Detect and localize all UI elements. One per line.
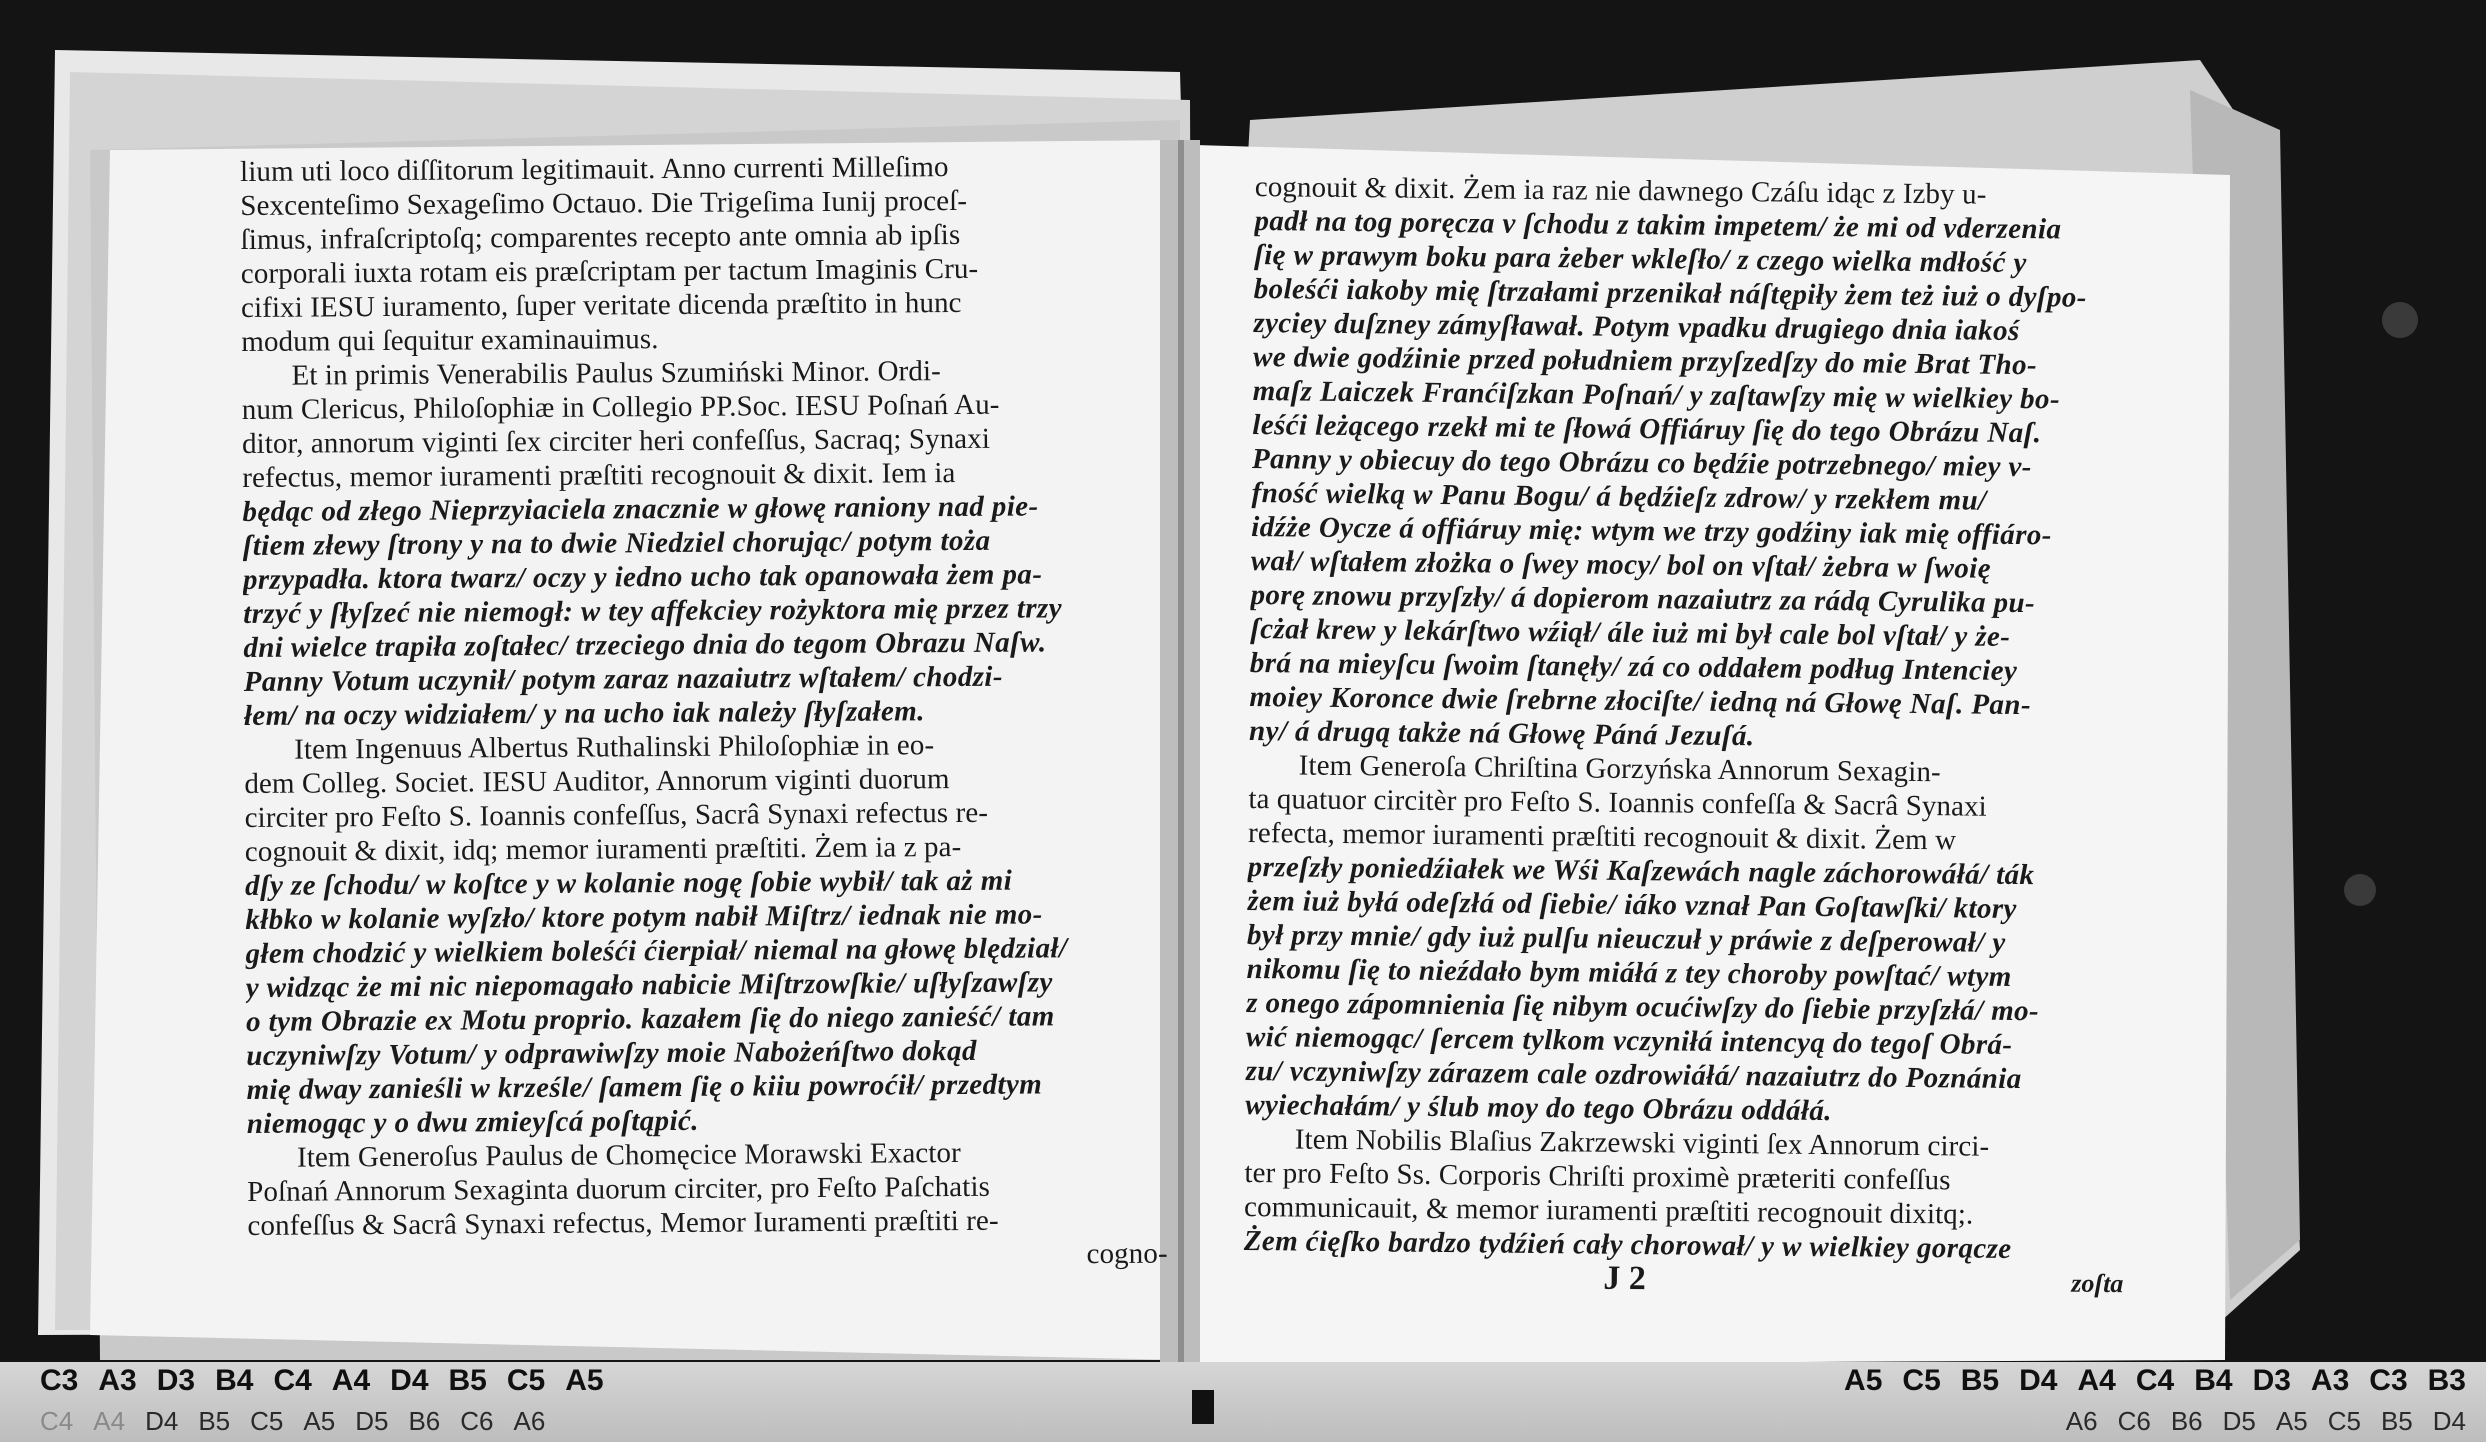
film-strip-code: A3 [98, 1364, 137, 1397]
film-strip-code: A5 [303, 1406, 336, 1436]
film-strip-code: C6 [460, 1406, 494, 1436]
text-line: dni wielce trapiła zoſtałec/ trzeciego dnia do tegom Obrazu Naſw. [243, 626, 1047, 664]
text-line: trzyć y ſłyſzeć nie niemogł: w tey affekciey rożyktora mię przez trzy [243, 592, 1063, 630]
text-line: leśći leżącego rzekł mi te ſłowá Offiáruy ſię do tego Obrázu Naſ. [1252, 408, 2042, 450]
text-line: Panny Votum uczynił/ potym zaraz nazaiutrz wſtałem/ chodzi- [243, 660, 1003, 698]
film-strip-code: D5 [2222, 1406, 2256, 1436]
film-strip-code: B5 [448, 1364, 487, 1397]
film-strip-code: C5 [506, 1364, 546, 1397]
text-line: padł na tog poręcza v ſchodu z takim impetem/ że mi od vderzenia [1254, 204, 2062, 246]
film-strip-code: C5 [1902, 1364, 1941, 1397]
text-line: ſtiem złewy ſtrony y na to dwie Niedziel chorując/ potym toża [242, 524, 991, 562]
film-strip-code: B3 [2427, 1364, 2466, 1397]
film-strip-code: C5 [250, 1406, 284, 1436]
text-line: mię dway zanieśli w krześle/ ſamem ſię o kiiu powroćił/ przedtym [246, 1068, 1043, 1106]
text-line: y widząc że mi nic niepomagało nabicie Miſtrzowſkie/ uſłyſzawſzy [245, 966, 1053, 1004]
film-strip-code: B4 [215, 1364, 254, 1397]
film-strip-code: C4 [40, 1406, 74, 1436]
text-line: cogno- [1086, 1237, 1168, 1271]
text-line: ter pro Feſto Ss. Corporis Chriſti proximè præteriti confeſſus [1244, 1156, 1951, 1197]
text-line: Sexcenteſimo Sexageſimo Octauo. Die Trigeſima Iunij proceſ- [240, 184, 968, 222]
film-strip-code: D4 [145, 1406, 179, 1436]
text-line: Item Nobilis Blaſius Zakrzewski viginti ſex Annorum circi- [1294, 1123, 1990, 1163]
text-line: uczyniwſzy Votum/ y odprawiwſzy moie Nabożeńſtwo dokąd [246, 1034, 977, 1072]
text-line: żem iuż byłá odeſzłá od ſiebie/ iáko vznał Pan Goſtawſki/ ktory [1247, 884, 2017, 926]
text-line: Item Generoſus Paulus de Chomęcice Morawski Exactor [296, 1136, 961, 1174]
text-line: fność wielką w Panu Bogu/ á będźieſz zdrow/ y rzekłem mu/ [1251, 476, 1987, 517]
film-strip-code: A5 [565, 1364, 604, 1397]
film-strip-code: C6 [2117, 1406, 2151, 1436]
text-line: niemogąc y o dwu zmieyſcá poſtąpić. [246, 1104, 700, 1140]
text-line: corporali iuxta rotam eis præſcriptam per tactum Imaginis Cru- [240, 252, 979, 290]
text-line: zu/ vczyniwſzy zárazem cale ozdrowiáłá/ nazaiutrz do Poznánia [1245, 1054, 2022, 1096]
film-strip-top-right [1844, 1364, 2486, 1398]
text-line: Panny y obiecuy do tego Obrázu co będźie potrzebnego/ miey v- [1251, 442, 2032, 484]
film-strip-code: D5 [355, 1406, 389, 1436]
film-strip-code: B5 [2380, 1406, 2413, 1436]
film-strip-top-left [40, 1364, 624, 1398]
text-line: łem/ na oczy widziałem/ y na ucho iak należy ſłyſzałem. [243, 695, 925, 732]
text-line: ſię w prawym boku para żeber wkleſło/ z czego wielka mdłość y [1253, 238, 2027, 280]
text-line: wał/ wſtałem złożka o ſwey mocy/ bol on vſtał/ żebra w ſwoię [1250, 544, 1992, 585]
film-strip-code: A5 [2275, 1406, 2308, 1436]
text-line: confeſſus & Sacrâ Synaxi refectus, Memor Iuramenti præſtiti re- [247, 1204, 999, 1242]
film-strip-code: B5 [1960, 1364, 2000, 1397]
catchword: zoſta [2071, 1268, 2124, 1299]
text-line: cognouit & dixit. Żem ia raz nie dawnego Czáſu idąc z Izby u- [1254, 170, 1987, 211]
film-strip-bottom-left [40, 1406, 565, 1437]
text-line: wić niemogąc/ ſercem tylkom vczyniłá intencyą do tegoſ Obrá- [1245, 1020, 2013, 1061]
signature-mark: J 2 [1603, 1259, 1647, 1298]
text-line: dem Colleg. Societ. IESU Auditor, Annorum viginti duorum [244, 763, 950, 800]
film-strip-code: C4 [2135, 1364, 2175, 1397]
text-line: Et in primis Venerabilis Paulus Szumiński Minor. Ordi- [291, 355, 941, 392]
film-strip-code: B6 [408, 1406, 441, 1436]
film-strip-code: D3 [2252, 1364, 2291, 1397]
text-line: z onego zápomnienia ſię nibym ocućiwſzy do ſiebie przyſzłá/ mo- [1246, 986, 2040, 1028]
film-strip-code: A4 [2077, 1364, 2116, 1397]
text-line: cifixi IESU iuramento, ſuper veritate dicenda præſtito in hunc [240, 286, 962, 324]
text-line: communicauit, & memor iuramenti præſtiti recognouit dixitq;. [1243, 1190, 1974, 1231]
film-strip [0, 1362, 2486, 1442]
text-line: num Clericus, Philoſophiæ in Collegio PP.Soc. IESU Poſnań Au- [241, 388, 1000, 426]
text-line: cognouit & dixit, idq; memor iuramenti præſtiti. Żem ia z pa- [244, 830, 962, 868]
film-strip-code: A6 [2065, 1406, 2098, 1436]
film-strip-code: C4 [273, 1364, 312, 1397]
film-strip-code: C3 [2369, 1364, 2408, 1397]
text-line: ditor, annorum viginti ſex circiter heri confeſſus, Sacraq; Synaxi [241, 422, 991, 460]
text-line: we dwie godźinie przed południem przyſzedſzy do mie Brat Tho- [1252, 340, 2038, 382]
film-strip-code: C3 [40, 1364, 79, 1397]
text-line: refecta, memor iuramenti præſtiti recognouit & dixit. Żem w [1247, 816, 1957, 857]
text-line: moiey Koronce dwie ſrebrne złociſte/ iedną ná Głowę Naſ. Pan- [1249, 680, 2032, 722]
film-strip-bottom-right [2066, 1406, 2486, 1437]
film-strip-code: A5 [1844, 1364, 1883, 1397]
film-strip-code: D4 [2432, 1406, 2466, 1436]
film-strip-code: A4 [93, 1406, 126, 1436]
text-line: o tym Obrazie ex Motu proprio. kazałem ſię do niego zanieść/ tam [245, 1000, 1055, 1038]
text-line: porę znowu przyſzły/ á dopierom nazaiutrz za rádą Cyrulika pu- [1250, 578, 2036, 620]
left-page [240, 149, 1168, 1315]
film-strip-code: B4 [2194, 1364, 2233, 1397]
right-page [1243, 170, 2135, 1329]
text-line: Poſnań Annorum Sexaginta duorum circiter, pro Feſto Paſchatis [247, 1170, 991, 1208]
text-line: brá na mieyſcu ſwoim ſtanęły/ zá co oddałem podług Intenciey [1249, 646, 2018, 688]
film-strip-code: A4 [331, 1364, 371, 1397]
text-line: idźże Oycze á offiáruy mię: wtym we trzy godźiny iak mię offiáro- [1251, 510, 2052, 552]
text-line: refectus, memor iuramenti præſtiti recognouit & dixit. Iem ia [242, 457, 956, 494]
text-line: przypadła. ktora twarz/ oczy y iedno ucho tak opanowała żem pa- [242, 558, 1043, 596]
text-line: ſcżał krew y lekárſtwo wźiął/ ále iuż mi był cale bol vſtał/ y że- [1250, 612, 2011, 653]
text-line: Żem ćięſko bardzo tydźień cały chorował/ y w wielkiey gorącze [1243, 1224, 2012, 1265]
text-line: nikomu ſię to nieźdało bym miáłá z tey choroby powſtać/ wtym [1246, 952, 2012, 993]
text-line: circiter pro Feſto S. Ioannis confeſſus, Sacrâ Synaxi refectus re- [244, 796, 989, 834]
text-line: będąc od złego Nieprzyiaciela znacznie w głowę raniony nad pie- [242, 490, 1039, 528]
text-line: był przy mnie/ gdy iuż pulſu nieuczuł y práwie z deſperował/ y [1246, 918, 2006, 959]
film-strip-code: D4 [390, 1364, 429, 1397]
film-frame-marker [1192, 1390, 1214, 1424]
film-strip-code: B5 [198, 1406, 231, 1436]
text-line: wyiechałám/ y ślub moy do tego Obrázu oddáłá. [1245, 1088, 1833, 1128]
text-line: zyciey duſzney zámyſławał. Potym vpadku drugiego dnia iakoś [1253, 306, 2020, 348]
text-line: Item Ingenuus Albertus Ruthalinski Philoſophiæ in eo- [294, 729, 935, 766]
text-line: ſimus, infraſcriptoſq; comparentes recepto ante omnia ab ipſis [240, 218, 961, 256]
text-line: ny/ á drugą także ná Głowę Páná Jezuſá. [1248, 714, 1755, 753]
text-line: kłbko w kolanie wyſzło/ ktore potym nabił Miſtrz/ iednak nie mo- [245, 898, 1043, 936]
text-line: boleśći iakoby mię ſtrzałami przenikał náſtępiły żem też iuż o dyſpo- [1253, 272, 2087, 314]
text-line: modum qui ſequitur examinauimus. [241, 323, 659, 358]
film-strip-code: C5 [2327, 1406, 2361, 1436]
text-line: Item Generoſa Chriſtina Gorzyńska Annorum Sexagin- [1298, 749, 1941, 789]
text-line: dſy ze ſchodu/ w koſtce y w kolanie nogę ſobie wybił/ tak aż mi [244, 864, 1013, 902]
film-strip-code: D4 [2019, 1364, 2058, 1397]
text-line: przeſzły poniedźiałek we Wśi Kaſzewách nagle záchorowáłá/ ták [1247, 850, 2035, 892]
text-line: ta quatuor circitèr pro Feſto S. Ioannis confeſſa & Sacrâ Synaxi [1248, 782, 1987, 823]
text-line: lium uti loco diſſitorum legitimauit. Anno currenti Milleſimo [240, 151, 949, 188]
film-strip-code: A3 [2310, 1364, 2350, 1397]
film-strip-code: A6 [513, 1406, 546, 1436]
text-line: maſz Laiczek Franćiſzkan Poſnań/ y zaſtawſzy mię w wielkiey bo- [1252, 374, 2061, 416]
text-line: głem chodzić y wielkiem boleśći ćierpiał/ niemal na głowę blędział/ [245, 932, 1068, 970]
film-strip-code: B6 [2170, 1406, 2203, 1436]
film-strip-code: D3 [156, 1364, 196, 1397]
